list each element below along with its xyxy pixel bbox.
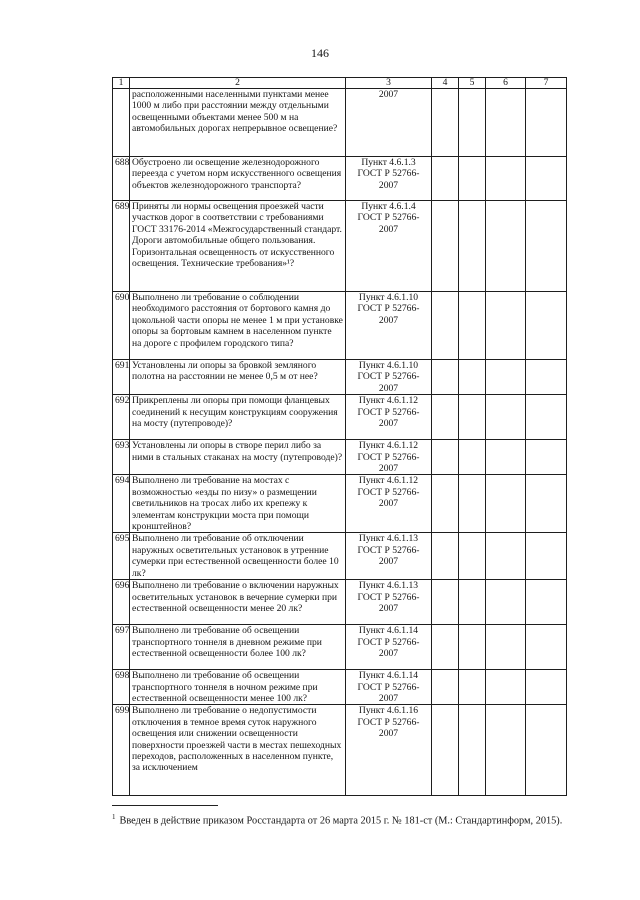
answer-cell-7[interactable] xyxy=(526,440,567,475)
answer-cell-7[interactable] xyxy=(526,89,567,157)
footnote-divider xyxy=(112,805,218,806)
answer-cell-6[interactable] xyxy=(486,440,526,475)
table-row xyxy=(113,292,567,360)
column-header-3: 3 xyxy=(346,78,432,89)
row-reference: Пункт 4.6.1.12 ГОСТ Р 52766-2007 xyxy=(346,475,432,533)
answer-cell-6[interactable] xyxy=(486,395,526,440)
table-row xyxy=(113,360,567,395)
answer-cell-5[interactable] xyxy=(459,670,486,705)
answer-cell-7[interactable] xyxy=(526,475,567,533)
answer-cell-4[interactable] xyxy=(432,292,459,360)
row-reference: Пункт 4.6.1.12 ГОСТ Р 52766-2007 xyxy=(346,395,432,440)
row-number: 694 xyxy=(113,475,130,533)
table-row xyxy=(113,625,567,670)
row-number: 697 xyxy=(113,625,130,670)
answer-cell-6[interactable] xyxy=(486,360,526,395)
answer-cell-7[interactable] xyxy=(526,157,567,201)
answer-cell-7[interactable] xyxy=(526,580,567,625)
answer-cell-4[interactable] xyxy=(432,705,459,796)
footnote-marker: 1 xyxy=(112,813,116,821)
answer-cell-4[interactable] xyxy=(432,670,459,705)
row-reference: Пункт 4.6.1.12 ГОСТ Р 52766-2007 xyxy=(346,440,432,475)
row-number: 692 xyxy=(113,395,130,440)
column-header-1: 1 xyxy=(113,78,130,89)
row-question: Выполнено ли требование об освещении транспортного тоннеля в дневном режиме при естественной освещенности более 100 лк? xyxy=(130,625,346,670)
column-header-2: 2 xyxy=(130,78,346,89)
table-row xyxy=(113,395,567,440)
row-question: Выполнено ли требование о недопустимости отключения в темное время суток наружного освещения или снижении освещенности поверхности проезжей части в местах пешеходных переходов, расположенных в населенном пункте, за исключением xyxy=(130,705,346,796)
answer-cell-5[interactable] xyxy=(459,395,486,440)
answer-cell-7[interactable] xyxy=(526,201,567,292)
footnote-text: Введен в действие приказом Росстандарта от 26 марта 2015 г. № 181-ст (М.: Стандартинформ, 2015). xyxy=(119,815,563,827)
row-question: Установлены ли опоры в створе перил либо за ними в стальных стаканах на мосту (путепроводе)? xyxy=(130,440,346,475)
row-reference: 2007 xyxy=(346,89,432,157)
answer-cell-5[interactable] xyxy=(459,360,486,395)
answer-cell-7[interactable] xyxy=(526,705,567,796)
row-number: 691 xyxy=(113,360,130,395)
row-number xyxy=(113,89,130,157)
answer-cell-5[interactable] xyxy=(459,89,486,157)
answer-cell-5[interactable] xyxy=(459,201,486,292)
answer-cell-4[interactable] xyxy=(432,201,459,292)
answer-cell-4[interactable] xyxy=(432,533,459,580)
row-reference: Пункт 4.6.1.10 ГОСТ Р 52766-2007 xyxy=(346,292,432,360)
row-reference: Пункт 4.6.1.3 ГОСТ Р 52766-2007 xyxy=(346,157,432,201)
answer-cell-6[interactable] xyxy=(486,580,526,625)
answer-cell-6[interactable] xyxy=(486,670,526,705)
answer-cell-6[interactable] xyxy=(486,625,526,670)
row-question: Прикреплены ли опоры при помощи фланцевых соединений к несущим конструкциям сооружения на мосту (путепроводе)? xyxy=(130,395,346,440)
row-question: Выполнено ли требование на мостах с возможностью «езды по низу» о размещении светильников на тросах либо их крепежу к элементам конструкции моста при помощи кронштейнов? xyxy=(130,475,346,533)
answer-cell-5[interactable] xyxy=(459,440,486,475)
row-reference: Пункт 4.6.1.14 ГОСТ Р 52766-2007 xyxy=(346,670,432,705)
answer-cell-4[interactable] xyxy=(432,440,459,475)
answer-cell-5[interactable] xyxy=(459,533,486,580)
page-number: 146 xyxy=(311,46,329,60)
row-reference: Пункт 4.6.1.13 ГОСТ Р 52766-2007 xyxy=(346,533,432,580)
checklist-table xyxy=(112,77,567,796)
table-row xyxy=(113,670,567,705)
column-header-7: 7 xyxy=(526,78,567,89)
column-header-5: 5 xyxy=(459,78,486,89)
table-row xyxy=(113,157,567,201)
answer-cell-7[interactable] xyxy=(526,533,567,580)
row-question: Выполнено ли требование об отключении наружных осветительных установок в утренние сумерки при естественной освещенности более 10 лк? xyxy=(130,533,346,580)
row-question: Установлены ли опоры за бровкой земляного полотна на расстоянии не менее 0,5 м от нее? xyxy=(130,360,346,395)
row-question: расположенными населенными пунктами менее 1000 м либо при расстоянии между отдельными освещенными объектами менее 500 м на автомобильных дорогах непрерывное освещение? xyxy=(130,89,346,157)
table-row xyxy=(113,201,567,292)
column-header-4: 4 xyxy=(432,78,459,89)
row-question: Выполнено ли требование о соблюдении необходимого расстояния от бортового камня до цокольной части опоры не менее 1 м при установке опоры за бортовым камнем в населенном пункте на дороге с профилем городского типа? xyxy=(130,292,346,360)
answer-cell-4[interactable] xyxy=(432,89,459,157)
answer-cell-6[interactable] xyxy=(486,475,526,533)
row-question: Обустроено ли освещение железнодорожного переезда с учетом норм искусственного освещения объектов железнодорожного транспорта? xyxy=(130,157,346,201)
table-row xyxy=(113,533,567,580)
column-header-6: 6 xyxy=(486,78,526,89)
answer-cell-4[interactable] xyxy=(432,395,459,440)
row-number: 696 xyxy=(113,580,130,625)
row-number: 688 xyxy=(113,157,130,201)
row-number: 699 xyxy=(113,705,130,796)
table-row xyxy=(113,89,567,157)
answer-cell-7[interactable] xyxy=(526,625,567,670)
answer-cell-4[interactable] xyxy=(432,157,459,201)
row-reference: Пункт 4.6.1.16 ГОСТ Р 52766-2007 xyxy=(346,705,432,796)
row-question: Выполнено ли требование об освещении транспортного тоннеля в ночном режиме при естественной освещенности менее 100 лк? xyxy=(130,670,346,705)
answer-cell-6[interactable] xyxy=(486,292,526,360)
answer-cell-4[interactable] xyxy=(432,475,459,533)
answer-cell-6[interactable] xyxy=(486,705,526,796)
table-row xyxy=(113,705,567,796)
row-question: Выполнено ли требование о включении наружных осветительных установок в вечерние сумерки при естественной освещенности менее 20 лк? xyxy=(130,580,346,625)
answer-cell-4[interactable] xyxy=(432,625,459,670)
row-number: 698 xyxy=(113,670,130,705)
answer-cell-6[interactable] xyxy=(486,89,526,157)
answer-cell-5[interactable] xyxy=(459,580,486,625)
answer-cell-5[interactable] xyxy=(459,625,486,670)
answer-cell-4[interactable] xyxy=(432,580,459,625)
row-reference: Пункт 4.6.1.13 ГОСТ Р 52766-2007 xyxy=(346,580,432,625)
row-number: 690 xyxy=(113,292,130,360)
answer-cell-6[interactable] xyxy=(486,157,526,201)
row-number: 689 xyxy=(113,201,130,292)
table-row xyxy=(113,580,567,625)
row-question: Приняты ли нормы освещения проезжей части участков дорог в соответствии с требованиями ГОСТ 33176-2014 «Межгосударственный стандарт. Дороги автомобильные общего пользования. Горизонтальная освещенность от искусственного освещения. Технические требования»¹? xyxy=(130,201,346,292)
answer-cell-7[interactable] xyxy=(526,292,567,360)
answer-cell-5[interactable] xyxy=(459,705,486,796)
row-reference: Пункт 4.6.1.4 ГОСТ Р 52766-2007 xyxy=(346,201,432,292)
row-number: 695 xyxy=(113,533,130,580)
answer-cell-6[interactable] xyxy=(486,533,526,580)
answer-cell-5[interactable] xyxy=(459,475,486,533)
answer-cell-7[interactable] xyxy=(526,360,567,395)
table-row xyxy=(113,475,567,533)
answer-cell-6[interactable] xyxy=(486,201,526,292)
footnote xyxy=(112,811,582,827)
table-row xyxy=(113,440,567,475)
row-reference: Пункт 4.6.1.14 ГОСТ Р 52766-2007 xyxy=(346,625,432,670)
row-number: 693 xyxy=(113,440,130,475)
answer-cell-7[interactable] xyxy=(526,670,567,705)
answer-cell-5[interactable] xyxy=(459,292,486,360)
answer-cell-5[interactable] xyxy=(459,157,486,201)
answer-cell-7[interactable] xyxy=(526,395,567,440)
table-header-row xyxy=(113,78,567,89)
answer-cell-4[interactable] xyxy=(432,360,459,395)
row-reference: Пункт 4.6.1.10 ГОСТ Р 52766-2007 xyxy=(346,360,432,395)
